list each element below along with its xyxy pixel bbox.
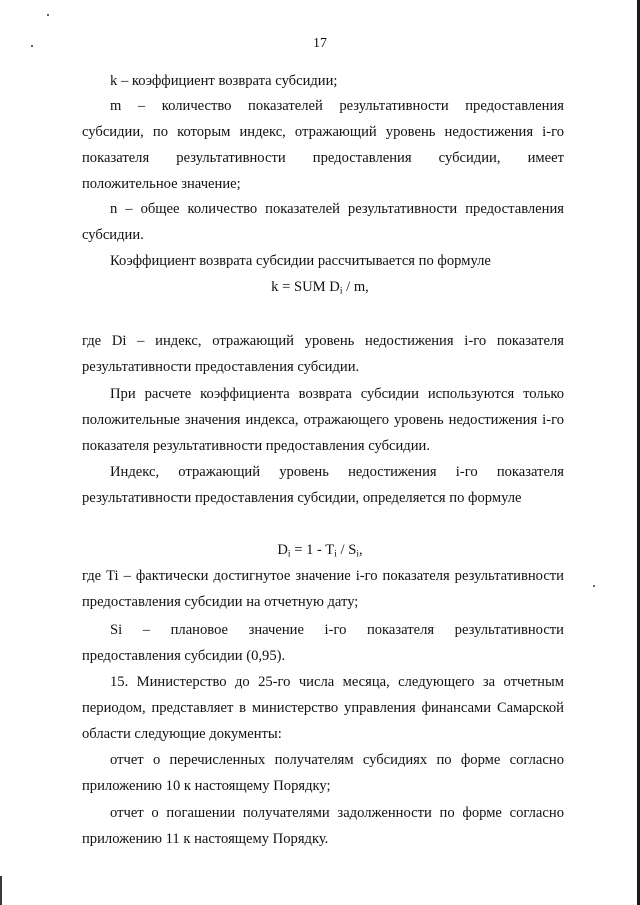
paragraph-di-formula-intro: Индекс, отражающий уровень недостижения i-го показателя результативности предоставления субсидии, определяется по формуле (82, 464, 564, 506)
paragraph-report-11: отчет о погашении получателями задолженности по форме согласно приложению 11 к настоящему Порядку. (82, 805, 564, 847)
scan-speck (31, 45, 33, 47)
scan-left-edge (0, 876, 2, 905)
formula-d-subscript-1: i (287, 549, 291, 560)
paragraph-di-definition: где Di – индекс, отражающий уровень недостижения i-го показателя результативности предоставления субсидии. (82, 333, 564, 375)
formula-k-subscript: i (339, 286, 343, 297)
paragraph-positive-values: При расчете коэффициента возврата субсидии используются только положительные значения индекса, отражающего уровень недостижения i-го показателя результативности предоставления субсидии. (82, 386, 564, 454)
scan-speck (47, 14, 49, 16)
paragraph-m-definition: m – количество показателей результативности предоставления субсидии, по которым индекс, отражающий уровень недостижения i-го показателя результативности предоставления субсидии, имеет положительное значение; (82, 98, 564, 192)
formula-d-middle: = 1 - T (290, 542, 335, 558)
formula-d-subscript-2: i (334, 549, 337, 560)
paragraph-k-definition: k – коэффициент возврата субсидии; (110, 73, 338, 89)
formula-d-slash: / S (336, 542, 357, 558)
paragraph-k-formula-intro: Коэффициент возврата субсидии рассчитывается по формуле (110, 253, 491, 269)
formula-d-subscript-3: i (356, 549, 359, 560)
paragraph-item-15: 15. Министерство до 25-го числа месяца, следующего за отчетным периодом, представляет в министерство управления финансами Самарской области следующие документы: (82, 674, 564, 742)
formula-k-lhs: k = SUM D (271, 279, 340, 295)
paragraph-ti-definition: где Ti – фактически достигнутое значение i-го показателя результативности предоставления субсидии на отчетную дату; (82, 568, 564, 610)
paragraph-report-10: отчет о перечисленных получателям субсидиях по форме согласно приложению 10 к настоящему Порядку; (82, 752, 564, 794)
formula-k (0, 274, 640, 304)
paragraph-si-definition: Si – плановое значение i-го показателя результативности предоставления субсидии (0,95). (82, 622, 564, 664)
formula-k-rhs: / m, (342, 279, 369, 295)
formula-d-end: , (358, 542, 363, 558)
formula-d-symbol: D (277, 542, 288, 558)
page-number: 17 (313, 36, 327, 51)
scan-speck (593, 585, 595, 587)
paragraph-n-definition: n – общее количество показателей результативности предоставления субсидии. (82, 201, 564, 243)
